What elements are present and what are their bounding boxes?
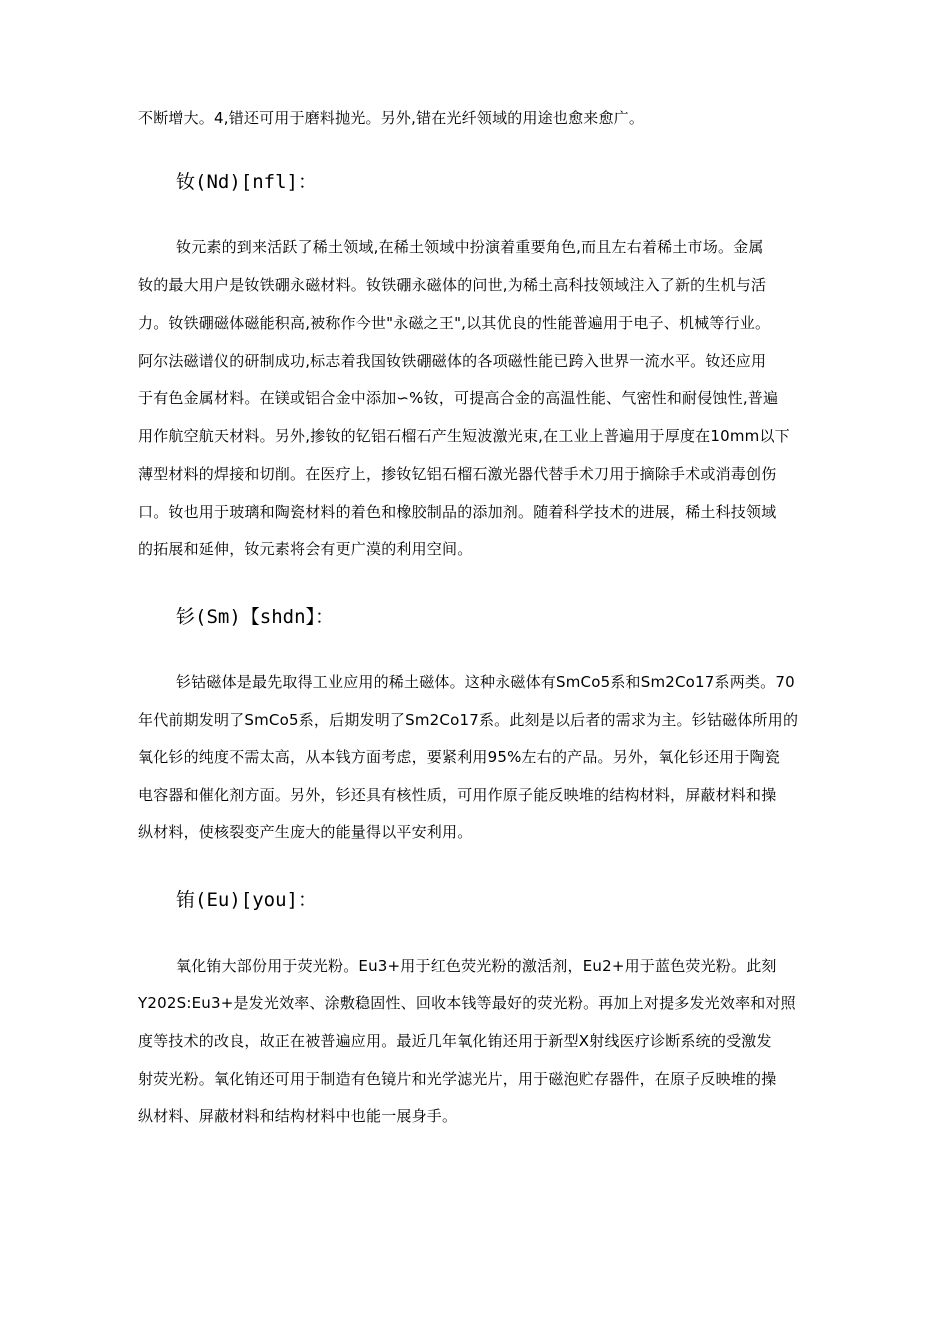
paragraph-line: 年代前期发明了SmCo5系，后期发明了Sm2Co17系。此刻是以后者的需求为主。钐钴磁体所用的 [138, 711, 799, 729]
paragraph-line: 力。钕铁硼磁体磁能积高,被称作今世"永磁之王",以其优良的性能普遍用于电子、机械等行业。 [138, 314, 771, 332]
paragraph-line: 射荧光粉。氧化铕还可用于制造有色镜片和光学滤光片，用于磁泡贮存器件，在原子反映堆的操 [138, 1070, 777, 1088]
paragraph-line: 纵材料、屏蔽材料和结构材料中也能一展身手。 [138, 1107, 458, 1125]
section-heading-nd: 钕(Nd)[nfl]： [176, 171, 317, 193]
paragraph-line: 钕元素的到来活跃了稀土领域,在稀土领域中扮演着重要角色,而且左右着稀土市场。金属 [176, 238, 764, 256]
paragraph-line: 的拓展和延伸，钕元素将会有更广漠的利用空间。 [138, 540, 473, 558]
paragraph-line: 氧化铕大部份用于荧光粉。Eu3+用于红色荧光粉的激活剂，Eu2+用于蓝色荧光粉。此刻 [176, 957, 777, 975]
paragraph-line: 口。钕也用于玻璃和陶瓷材料的着色和橡胶制品的添加剂。随着科学技术的进展，稀土科技领域 [138, 503, 777, 521]
paragraph-line: 氧化钐的纯度不需太高，从本钱方面考虑，要紧利用95%左右的产品。另外，氧化钐还用于陶瓷 [138, 748, 780, 766]
paragraph-line: 不断增大。4,错还可用于磨料抛光。另外,错在光纤领域的用途也愈来愈广。 [138, 109, 645, 127]
section-heading-eu: 铕(Eu)[you]： [176, 889, 317, 911]
paragraph-line: 阿尔法磁谱仪的研制成功,标志着我国钕铁硼磁体的各项磁性能已跨入世界一流水平。钕还应用 [138, 352, 767, 370]
paragraph-line: 度等技术的改良，故正在被普遍应用。最近几年氧化铕还用于新型X射线医疗诊断系统的受激发 [138, 1032, 772, 1050]
section-heading-sm: 钐(Sm)【shdn】： [176, 606, 335, 628]
paragraph-line: 用作航空航天材料。另外,掺钕的钇铝石榴石产生短波激光束,在工业上普遍用于厚度在10mm以下 [138, 427, 790, 445]
paragraph-line: Y202S:Eu3+是发光效率、涂敷稳固性、回收本钱等最好的荧光粉。再加上对提多发光效率和对照 [138, 994, 796, 1012]
paragraph-line: 纵材料，使核裂变产生庞大的能量得以平安利用。 [138, 823, 473, 841]
paragraph-line: 钐钴磁体是最先取得工业应用的稀土磁体。这种永磁体有SmCo5系和Sm2Co17系两类。70 [176, 673, 795, 691]
paragraph-line: 薄型材料的焊接和切削。在医疗上，掺钕钇铝石榴石激光器代替手术刀用于摘除手术或消毒创伤 [138, 465, 777, 483]
paragraph-line: 钕的最大用户是钕铁硼永磁材料。钕铁硼永磁体的问世,为稀土高科技领域注入了新的生机与活 [138, 276, 767, 294]
paragraph-line: 于有色金属材料。在镁或铝合金中添加∽%钕，可提高合金的高温性能、气密性和耐侵蚀性,普遍 [138, 389, 779, 407]
paragraph-line: 电容器和催化剂方面。另外，钐还具有核性质，可用作原子能反映堆的结构材料，屏蔽材料和操 [138, 786, 777, 804]
